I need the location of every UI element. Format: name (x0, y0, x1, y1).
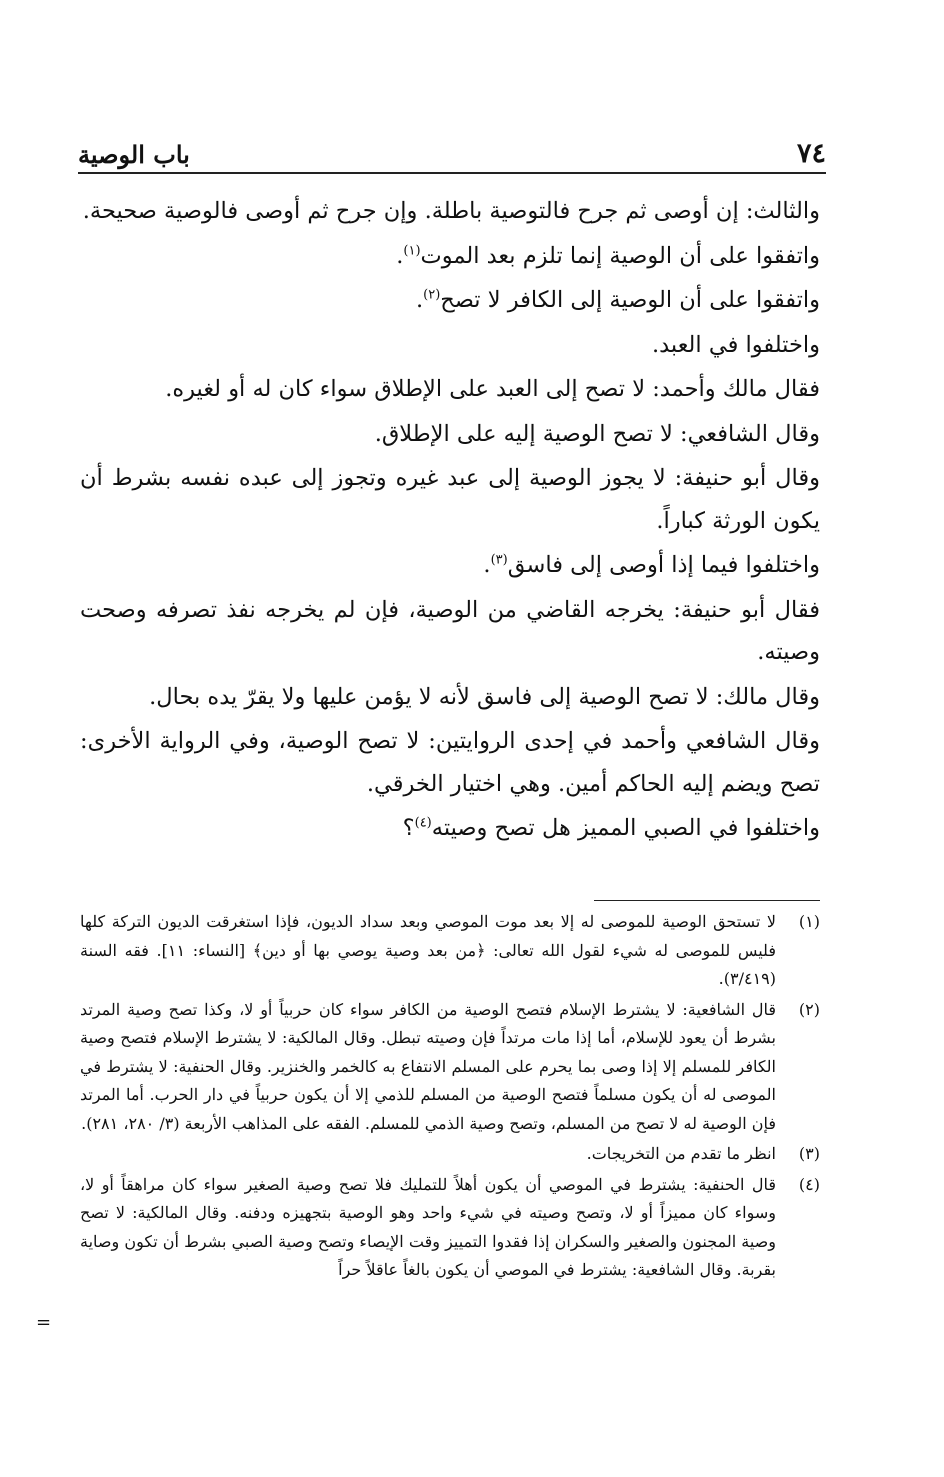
footnote-number: (٣) (798, 1144, 820, 1163)
main-text (80, 190, 820, 850)
footnote-divider (594, 900, 820, 901)
footnotes (80, 908, 820, 1287)
footnote-number: (٢) (798, 999, 820, 1019)
footnote (80, 908, 820, 994)
footnote-text: انظر ما تقدم من التخريجات. (586, 1144, 776, 1163)
paragraph: فقال أبو حنيفة: يخرجه القاضي من الوصية، فإن لم يخرجه نفذ تصرفه وصحت وصيته. (80, 596, 820, 665)
footnote-number: (٤) (798, 1174, 820, 1194)
paragraph: وقال الشافعي وأحمد في إحدى الروايتين: لا تصح الوصية، وفي الرواية الأخرى: تصح ويضم إليه الحاكم أمين. وهي اختيار الخرقي. (80, 728, 820, 797)
page-number: ٧٤ (796, 138, 826, 169)
punctuation: . (483, 552, 491, 578)
chapter-title: باب الوصية (78, 140, 190, 169)
footnote-text: لا تستحق الوصية للموصى له إلا بعد موت الموصي وبعد سداد الديون، فإذا استغرقت الديون التركة كلها فليس للموصى له شيء لقول الله تعالى: ﴿من بعد وصية يوصي بها أو دين﴾ [النساء: ١١]. فقه السنة (٣/٤١٩). (80, 912, 776, 988)
paragraph: وقال الشافعي: لا تصح الوصية إليه على الإطلاق. (374, 420, 820, 447)
punctuation: . (396, 242, 404, 269)
paragraph: فقال مالك وأحمد: لا تصح إلى العبد على الإطلاق سواء كان له أو لغيره. (165, 376, 820, 402)
paragraph-text: واختلفوا فيما إذا أوصى إلى فاسق (507, 552, 820, 578)
footnote-ref: (٢) (423, 287, 441, 303)
punctuation: ؟ (402, 815, 415, 841)
paragraph-text: واتفقوا على أن الوصية إنما تلزم بعد الموت (420, 242, 820, 269)
footnote-ref: (١) (403, 243, 421, 258)
paragraph: وقال مالك: لا تصح الوصية إلى فاسق لأنه لا يؤمن عليها ولا يقرّ يده بحال. (149, 683, 820, 710)
footnote-text: قال الشافعية: لا يشترط الإسلام فتصح الوصية من الكافر سواء كان حربياً أو لا، وكذا تصح وصية المرتد بشرط أن يعود للإسلام، أما إذا مات مرتداً فإن وصيته تبطل. وقال المالكية: لا يشترط الإسلام فتصح وصية الكافر للمسلم إلا إذا وصى بما يحرم على المسلم الانتفاع به كالخمر والخنزير. وقال الحنفية: لا يشترط في الموصى له أن يكون مسلماً فتصح الوصية من المسلم للذمي إلا أن يكون حربياً في دار الحرب. أما المرتد فإن الوصية له لا تصح من المسلم، وتصح وصية الذمي للمسلم. الفقه على المذاهب الأربعة (٣/ ٢٨٠، ٢٨١). (80, 999, 777, 1133)
footnote (80, 1171, 820, 1285)
paragraph-text: واتفقوا على أن الوصية إلى الكافر لا تصح (440, 287, 820, 313)
footnote-ref: (٣) (490, 552, 508, 568)
footnote-text: قال الحنفية: يشترط في الموصي أن يكون أهلاً للتمليك فلا تصح وصية الصغير سواء كان مراهقاً أو لا، وسواء كان مميزاً أو لا، وتصح وصيته في شيء واحد وهو الوصية بتجهيزه ودفنه. وقال المالكية: لا تصح وصية المجنون والصغير والسكران إذا فقدوا التمييز وقت الإيصاء وتصح وصية الصبي بشرط أن تكون وصاية بقربة. وقال الشافعية: يشترط في الموصي أن يكون بالغاً عاقلاً حراً (80, 1174, 776, 1279)
footnote (80, 1140, 820, 1169)
continuation-mark: = (36, 1312, 52, 1333)
footnote (80, 996, 820, 1139)
paragraph (80, 807, 820, 850)
footnote-ref: (٤) (414, 815, 432, 831)
paragraph (80, 544, 820, 587)
paragraph (80, 235, 820, 278)
paragraph-text: واختلفوا في الصبي المميز هل تصح وصيته (431, 815, 820, 841)
footnote-number: (١) (798, 912, 820, 931)
paragraph: والثالث: إن أوصى ثم جرح فالتوصية باطلة. وإن جرح ثم أوصى فالوصية صحيحة. (82, 198, 820, 224)
paragraph (80, 279, 820, 322)
page-header (78, 138, 826, 174)
paragraph: واختلفوا في العبد. (651, 331, 820, 358)
paragraph: وقال أبو حنيفة: لا يجوز الوصية إلى عبد غيره وتجوز إلى عبده نفسه بشرط أن يكون الورثة كباراً. (80, 465, 820, 534)
punctuation: . (415, 287, 424, 313)
